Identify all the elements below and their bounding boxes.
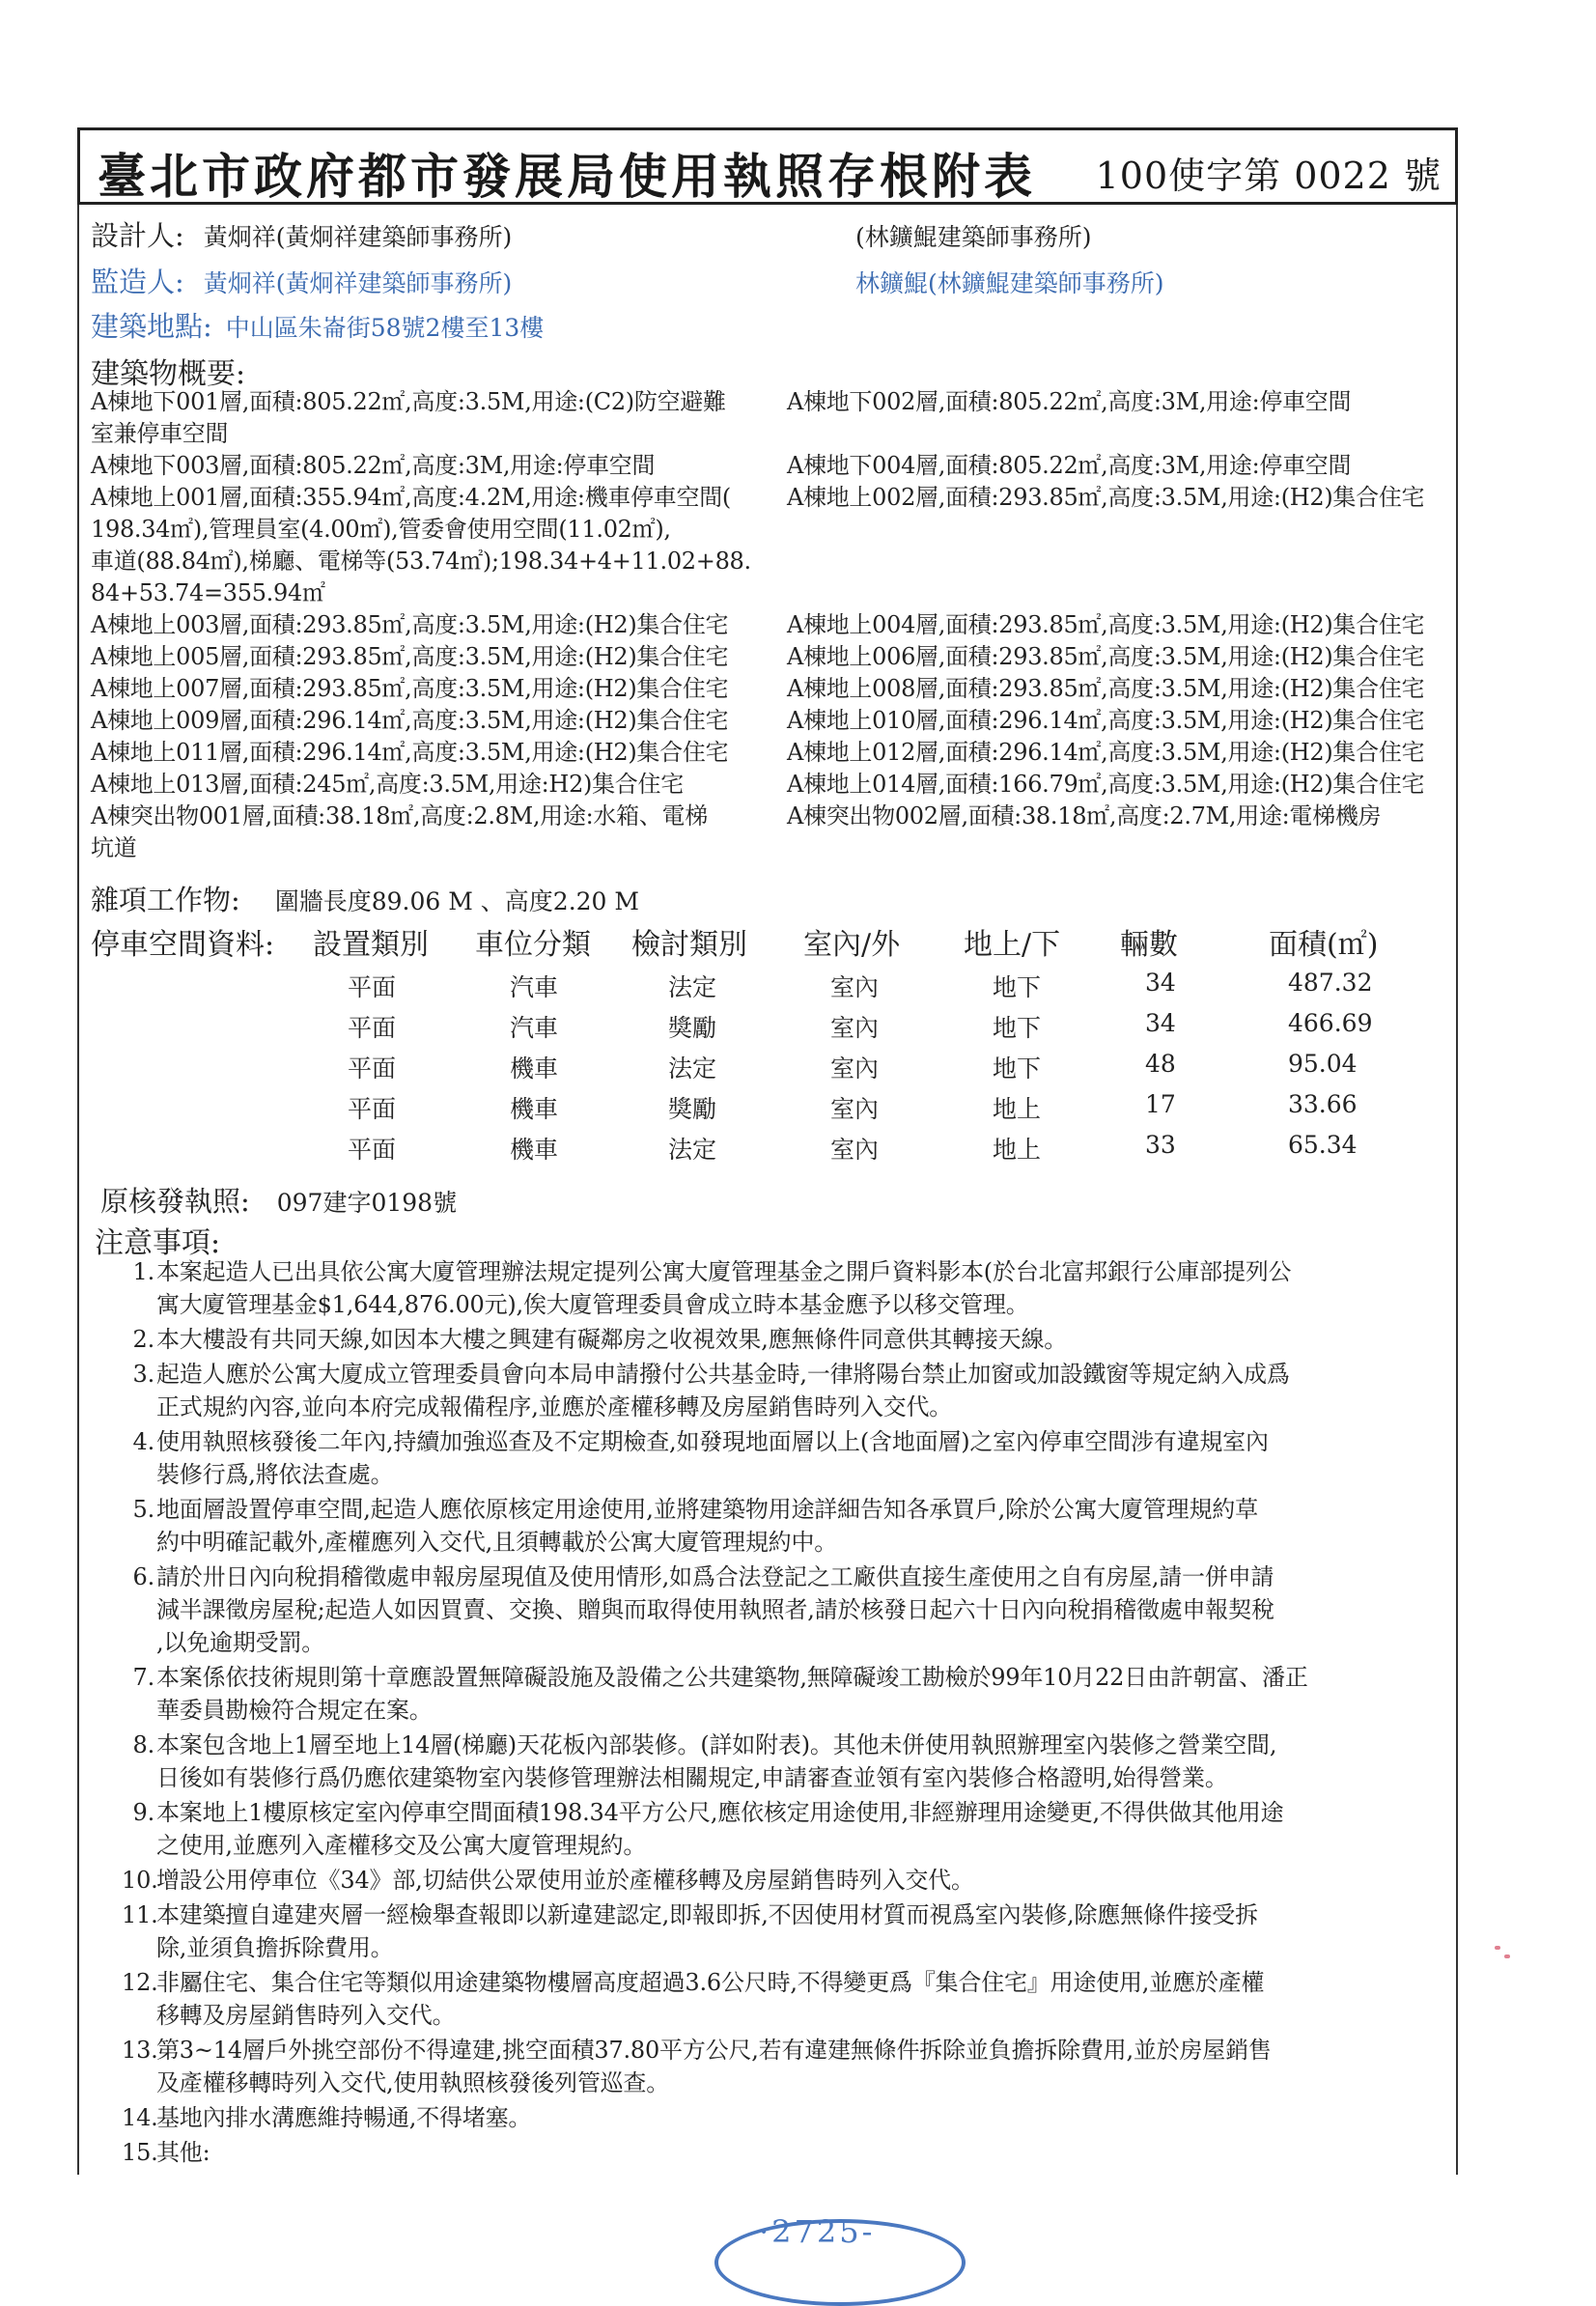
- designer-row: [91, 214, 512, 254]
- note-text: 本案地上1樓原核定室內停車空間面積198.34平方公尺,應依核定用途使用,非經辦理用途變更,不得供做其他用途: [156, 1799, 1284, 1826]
- overview-line: 84+53.74=355.94㎡: [91, 579, 325, 606]
- note-text: 增設公用停車位《34》部,切結供公眾使用並於產權移轉及房屋銷售時列入交代。: [156, 1867, 974, 1894]
- parking-cell: 汽車: [510, 973, 559, 1001]
- supervisor-value: 黃炯祥(黃炯祥建築師事務所): [203, 269, 513, 297]
- parking-cell: 室內: [830, 973, 880, 1001]
- overview-line: A棟突出物002層,面積:38.18㎡,高度:2.7M,用途:電梯機房: [787, 802, 1382, 830]
- parking-cell: 室內: [830, 1095, 880, 1123]
- parking-cell: 地下: [993, 1055, 1042, 1083]
- note-text: 請於卅日內向稅捐稽徵處申報房屋現值及使用情形,如爲合法登記之工廠供直接生產使用之自有房屋,請一併申請: [156, 1563, 1274, 1590]
- note-item: [122, 2136, 210, 2169]
- overview-line: A棟地下001層,面積:805.22㎡,高度:3.5M,用途:(C2)防空避難: [91, 388, 726, 415]
- parking-cell: 平面: [348, 1055, 397, 1083]
- parking-cell: 17: [1145, 1090, 1176, 1118]
- note-number: 6.: [132, 1563, 154, 1590]
- parking-cell: 法定: [668, 973, 717, 1001]
- supervisor-value-2: 林鑛鯤(林鑛鯤建築師事務所): [855, 269, 1164, 297]
- supervisor-label: 監造人:: [91, 266, 184, 298]
- parking-cell: 室內: [830, 1136, 880, 1164]
- parking-cell: 汽車: [510, 1014, 559, 1042]
- supervisor-row: [91, 261, 512, 300]
- parking-cell: 平面: [348, 1014, 397, 1042]
- parking-cell: 地上: [993, 1136, 1042, 1164]
- site-label: 建築地點:: [91, 310, 212, 343]
- overview-line: 坑道: [91, 834, 137, 861]
- page-title: 臺北市政府都市發展局使用執照存根附表: [98, 148, 1036, 205]
- note-number: 10.: [122, 1867, 158, 1894]
- parking-cell: 機車: [510, 1055, 559, 1083]
- overview-label: 建築物概要:: [91, 357, 246, 391]
- note-item: [122, 1661, 1308, 1694]
- original-license-value: 097建字0198號: [276, 1189, 458, 1217]
- overview-line: A棟地下004層,面積:805.22㎡,高度:3M,用途:停車空間: [787, 452, 1352, 479]
- misc-label: 雜項工作物:: [91, 884, 240, 916]
- note-number: 2.: [132, 1326, 154, 1353]
- parking-cell: 65.34: [1288, 1131, 1358, 1159]
- note-number: 14.: [122, 2104, 158, 2131]
- note-item: [122, 1323, 1067, 1356]
- note-text-continued: 華委員勘檢符合規定在案。: [156, 1697, 433, 1724]
- parking-header: 面積(㎡): [1269, 928, 1379, 962]
- parking-cell: 地下: [993, 1014, 1042, 1042]
- ink-speck: [1495, 1946, 1500, 1950]
- overview-line: A棟地下003層,面積:805.22㎡,高度:3M,用途:停車空間: [91, 452, 656, 479]
- site-row: [91, 305, 544, 345]
- misc-row: [91, 879, 639, 918]
- overview-line: A棟突出物001層,面積:38.18㎡,高度:2.8M,用途:水箱、電梯: [91, 802, 708, 830]
- designer-label: 設計人:: [91, 219, 184, 252]
- note-text: 本案起造人已出具依公寓大廈管理辦法規定提列公寓大廈管理基金之開戶資料影本(於台北富邦銀行公庫部提列公: [156, 1258, 1292, 1285]
- note-text-continued: 移轉及房屋銷售時列入交代。: [156, 2002, 456, 2029]
- overview-line: A棟地上006層,面積:293.85㎡,高度:3.5M,用途:(H2)集合住宅: [787, 643, 1425, 670]
- note-text-continued: 正式規約內容,並向本府完成報備程序,並應於產權移轉及房屋銷售時列入交代。: [156, 1393, 953, 1420]
- note-item: [122, 1796, 1283, 1829]
- parking-cell: 48: [1145, 1050, 1176, 1078]
- note-text: 本大樓設有共同天線,如因本大樓之興建有礙鄰房之收視效果,應無條件同意供其轉接天線。: [156, 1326, 1068, 1353]
- note-item: [122, 1864, 974, 1897]
- note-text-continued: 約中明確記載外,產權應列入交代,且須轉載於公寓大廈管理規約中。: [156, 1529, 838, 1556]
- parking-cell: 平面: [348, 1136, 397, 1164]
- overview-line: A棟地上009層,面積:296.14㎡,高度:3.5M,用途:(H2)集合住宅: [91, 707, 729, 734]
- note-text: 其他:: [156, 2139, 210, 2166]
- parking-cell: 室內: [830, 1014, 880, 1042]
- parking-cell: 地下: [993, 973, 1042, 1001]
- overview-line: A棟地上014層,面積:166.79㎡,高度:3.5M,用途:(H2)集合住宅: [787, 771, 1425, 798]
- parking-cell: 95.04: [1288, 1050, 1358, 1078]
- note-item: [122, 2101, 531, 2134]
- parking-cell: 33.66: [1288, 1090, 1358, 1118]
- note-text-continued: 寓大廈管理基金$1,644,876.00元),俟大廈管理委員會成立時本基金應予以移交管理。: [156, 1291, 1029, 1318]
- note-number: 3.: [132, 1361, 154, 1388]
- misc-value: 圍牆長度89.06 M 、高度2.20 M: [274, 887, 640, 915]
- parking-header: 檢討類別: [631, 928, 747, 962]
- parking-cell: 487.32: [1288, 969, 1373, 997]
- note-number: 11.: [122, 1901, 158, 1928]
- note-text: 起造人應於公寓大廈成立管理委員會向本局申請撥付公共基金時,一律將陽台禁止加窗或加設鐵窗等規定納入成爲: [156, 1361, 1290, 1388]
- note-number: 5.: [132, 1496, 154, 1523]
- parking-header: 設置類別: [313, 928, 429, 962]
- overview-line: 室兼停車空間: [91, 420, 229, 447]
- parking-cell: 法定: [668, 1055, 717, 1083]
- parking-cell: 466.69: [1288, 1009, 1373, 1037]
- parking-cell: 平面: [348, 1095, 397, 1123]
- note-text: 使用執照核發後二年內,持續加強巡查及不定期檢查,如發現地面層以上(含地面層)之室內停車空間涉有違規室內: [156, 1428, 1269, 1455]
- parking-cell: 機車: [510, 1136, 559, 1164]
- ink-speck: [1504, 1954, 1510, 1958]
- overview-line: A棟地上008層,面積:293.85㎡,高度:3.5M,用途:(H2)集合住宅: [787, 675, 1425, 702]
- overview-line: A棟地上007層,面積:293.85㎡,高度:3.5M,用途:(H2)集合住宅: [91, 675, 729, 702]
- seal-number: ·2725-: [759, 2213, 876, 2250]
- note-number: 4.: [132, 1428, 154, 1455]
- note-text: 第3~14層戶外挑空部份不得違建,挑空面積37.80平方公尺,若有違建無條件拆除並負擔拆除費用,並於房屋銷售: [156, 2037, 1272, 2064]
- note-text-continued: ,以免逾期受罰。: [156, 1629, 325, 1656]
- overview-line: A棟地上013層,面積:245㎡,高度:3.5M,用途:H2)集合住宅: [91, 771, 684, 798]
- overview-line: A棟地上011層,面積:296.14㎡,高度:3.5M,用途:(H2)集合住宅: [91, 739, 729, 766]
- overview-line: A棟地上001層,面積:355.94㎡,高度:4.2M,用途:機車停車空間(: [91, 484, 731, 511]
- notes-label: 注意事項:: [95, 1226, 221, 1260]
- note-number: 9.: [132, 1799, 154, 1826]
- license-number: 100使字第 0022 號: [1095, 155, 1442, 197]
- original-license-label: 原核發執照:: [100, 1185, 250, 1218]
- overview-line: A棟地上004層,面積:293.85㎡,高度:3.5M,用途:(H2)集合住宅: [787, 611, 1425, 638]
- parking-cell: 33: [1145, 1131, 1176, 1159]
- original-license-row: [100, 1180, 457, 1220]
- note-item: [122, 1898, 1258, 1931]
- parking-cell: 法定: [668, 1136, 717, 1164]
- overview-line: A棟地上003層,面積:293.85㎡,高度:3.5M,用途:(H2)集合住宅: [91, 611, 729, 638]
- parking-header: 室內/外: [803, 928, 901, 962]
- note-text-continued: 日後如有裝修行爲仍應依建築物室內裝修管理辦法相關規定,申請審查並領有室內裝修合格證明,始得營業。: [156, 1764, 1228, 1791]
- note-text: 基地內排水溝應維持暢通,不得堵塞。: [156, 2104, 532, 2131]
- overview-line: 198.34㎡),管理員室(4.00㎡),管委會使用空間(11.02㎡),: [91, 516, 671, 543]
- note-number: 8.: [132, 1731, 154, 1758]
- note-text-continued: 之使用,並應列入產權移交及公寓大廈管理規約。: [156, 1832, 647, 1859]
- parking-header: 輛數: [1120, 928, 1178, 962]
- note-item: [122, 1729, 1276, 1761]
- overview-line: A棟地下002層,面積:805.22㎡,高度:3M,用途:停車空間: [787, 388, 1352, 415]
- overview-line: A棟地上002層,面積:293.85㎡,高度:3.5M,用途:(H2)集合住宅: [787, 484, 1425, 511]
- note-number: 1.: [132, 1258, 154, 1285]
- note-text: 本建築擅自違建夾層一經檢舉查報即以新違建認定,即報即拆,不因使用材質而視爲室內裝修,除應無條件接受拆: [156, 1901, 1258, 1928]
- overview-line: A棟地上005層,面積:293.85㎡,高度:3.5M,用途:(H2)集合住宅: [91, 643, 729, 670]
- note-number: 7.: [132, 1664, 154, 1691]
- note-text: 本案包含地上1層至地上14層(梯廳)天花板內部裝修。(詳如附表)。其他未併使用執照辦理室內裝修之營業空間,: [156, 1731, 1277, 1758]
- note-text-continued: 除,並須負擔拆除費用。: [156, 1934, 394, 1961]
- note-number: 12.: [122, 1969, 158, 1996]
- parking-cell: 34: [1145, 969, 1176, 997]
- note-number: 15.: [122, 2139, 158, 2166]
- note-text: 本案係依技術規則第十章應設置無障礙設施及設備之公共建築物,無障礙竣工勘檢於99年10月22日由許朝富、潘正: [156, 1664, 1308, 1691]
- note-text-continued: 及產權移轉時列入交代,使用執照核發後列管巡查。: [156, 2069, 670, 2096]
- parking-header: 車位分類: [475, 928, 591, 962]
- parking-cell: 平面: [348, 973, 397, 1001]
- note-item: [122, 1493, 1258, 1526]
- note-item: [122, 1425, 1269, 1458]
- overview-line: 車道(88.84㎡),梯廳、電梯等(53.74㎡);198.34+4+11.02+88.: [91, 548, 751, 575]
- parking-cell: 機車: [510, 1095, 559, 1123]
- note-text: 地面層設置停車空間,起造人應依原核定用途使用,並將建築物用途詳細告知各承買戶,除於公寓大廈管理規約草: [156, 1496, 1258, 1523]
- note-text-continued: 裝修行爲,將依法查處。: [156, 1461, 394, 1488]
- designer-value: 黃炯祥(黃炯祥建築師事務所): [203, 223, 513, 251]
- overview-line: A棟地上012層,面積:296.14㎡,高度:3.5M,用途:(H2)集合住宅: [787, 739, 1425, 766]
- parking-label: 停車空間資料:: [91, 928, 275, 962]
- overview-line: A棟地上010層,面積:296.14㎡,高度:3.5M,用途:(H2)集合住宅: [787, 707, 1425, 734]
- parking-cell: 獎勵: [668, 1014, 717, 1042]
- note-text: 非屬住宅、集合住宅等類似用途建築物樓層高度超過3.6公尺時,不得變更爲『集合住宅』用途使用,並應於產權: [156, 1969, 1265, 1996]
- parking-header: 地上/下: [964, 928, 1061, 962]
- parking-cell: 34: [1145, 1009, 1176, 1037]
- note-item: [122, 1255, 1291, 1288]
- note-item: [122, 1358, 1290, 1391]
- title-box: [77, 127, 1458, 205]
- site-value: 中山區朱崙街58號2樓至13樓: [225, 314, 545, 342]
- note-item: [122, 1561, 1274, 1593]
- parking-cell: 地上: [993, 1095, 1042, 1123]
- parking-cell: 室內: [830, 1055, 880, 1083]
- parking-cell: 獎勵: [668, 1095, 717, 1123]
- note-item: [122, 1966, 1264, 1999]
- note-number: 13.: [122, 2037, 158, 2064]
- note-item: [122, 2034, 1272, 2067]
- note-text-continued: 減半課徵房屋稅;起造人如因買賣、交換、贈與而取得使用執照者,請於核發日起六十日內向稅捐稽徵處申報契稅: [156, 1596, 1274, 1623]
- designer-value-2: (林鑛鯤建築師事務所): [855, 223, 1092, 251]
